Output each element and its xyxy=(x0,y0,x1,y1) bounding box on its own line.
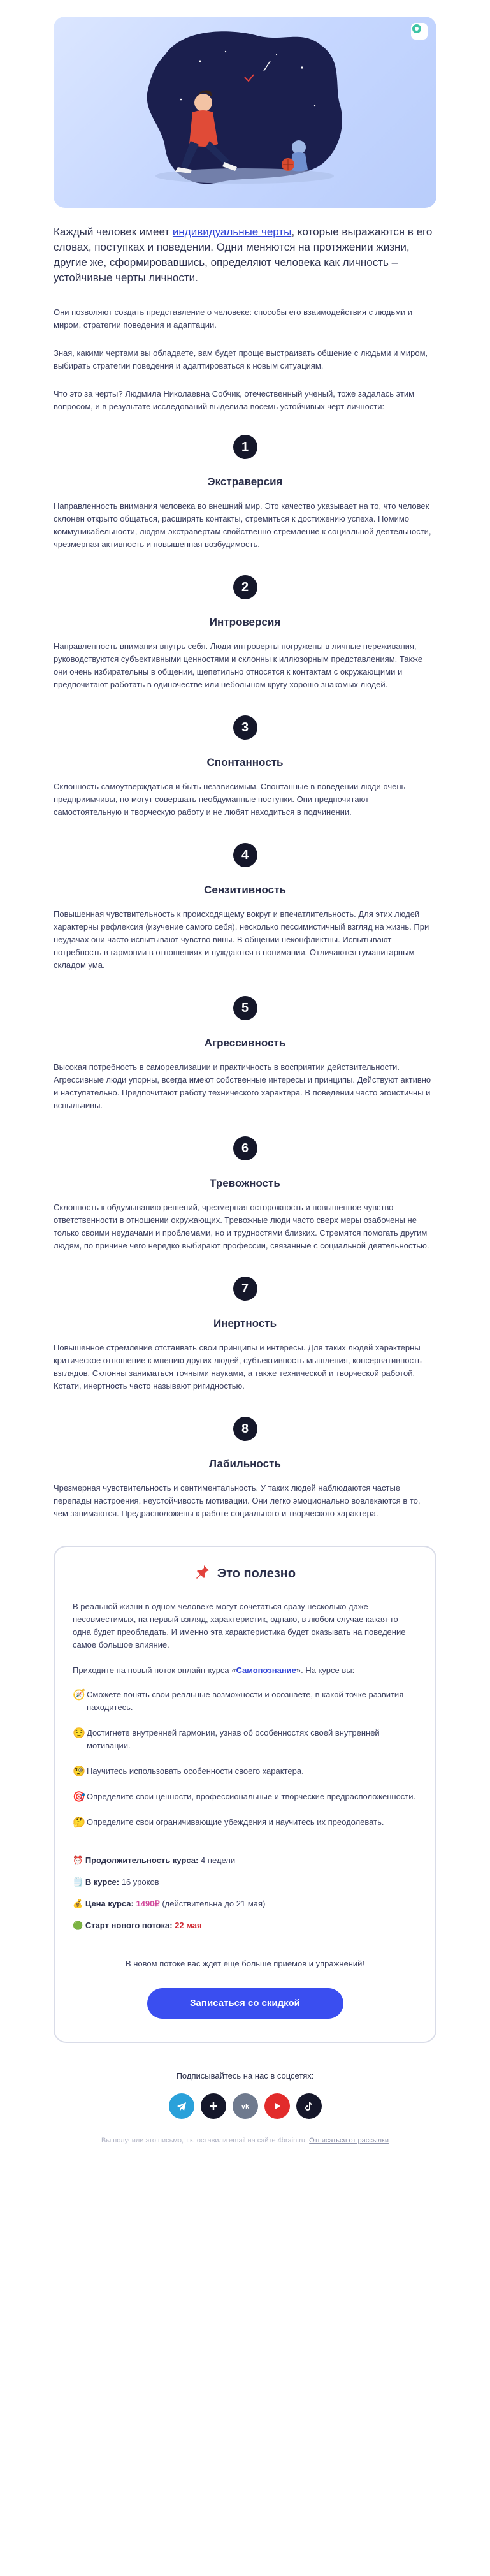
course-text-start: Приходите на новый поток онлайн-курса « xyxy=(73,1665,236,1675)
trait-description: Направленность внимания человека во внешний мир. Это качество указывает на то, что человек склонен открыто общаться, расширять контакты, стремиться к достижению успеха. Помимо коммуникабельности, людям-экстравертам свойственно стремление к социальной деятельности, чрезмерная активность и повышенная возбудимость. xyxy=(54,501,431,549)
green-circle-icon: 🟢 xyxy=(73,1921,83,1930)
lessons-label: В курсе: xyxy=(85,1877,120,1887)
alarm-clock-icon: ⏰ xyxy=(73,1855,83,1865)
benefit-item xyxy=(73,1688,417,1714)
card-closing: В новом потоке вас ждет еще больше приемов и упражнений! xyxy=(125,1959,365,1968)
lead-text-start: Каждый человек имеет xyxy=(54,226,173,238)
unsubscribe-link[interactable]: Отписаться от рассылки xyxy=(309,2137,389,2144)
benefit-text: Научитесь использовать особенности своего характера. xyxy=(87,1766,304,1776)
intro-paragraph-1: Они позволяют создать представление о человеке: способы его взаимодействия с людьми и миром, стратегии поведения и адаптации. xyxy=(54,307,413,330)
individual-traits-link[interactable]: индивидуальные черты xyxy=(172,226,292,238)
trait-title: Экстраверсия xyxy=(207,476,283,488)
trait-description: Повышенная чувствительность к происходящему вокруг и впечатлительность. Для этих людей характерны рефлексия (изучение самого себя), несколько пессимистичный взгляд на жизнь. При неудачах они часто испытывают чувство вины. В общении неконфликтны. Испытывают потребность в гармонии в отношениях и нуждаются в понимании. Отличаются гуманитарным складом ума. xyxy=(54,909,429,970)
social-label: Подписывайтесь на нас в соцсетях: xyxy=(176,2071,314,2081)
benefit-item xyxy=(73,1790,417,1803)
trait-2 xyxy=(54,575,436,691)
start-label: Старт нового потока: xyxy=(85,1921,173,1930)
trait-number-badge: 8 xyxy=(233,1417,257,1441)
price-label: Цена курса: xyxy=(85,1899,134,1908)
card-paragraph-1: В реальной жизни в одном человеке могут сочетаться сразу несколько даже несовместимых, на первый взгляд, характеристик, однако, в любом случае какая-то одна будет преобладать. И именно эта характеристика будет оказывать на поведение самое большое влияние. xyxy=(73,1602,406,1650)
notepad-icon: 🗒️ xyxy=(73,1877,83,1887)
trait-4 xyxy=(54,843,436,972)
course-link[interactable]: Самопознание xyxy=(236,1665,296,1675)
trait-1 xyxy=(54,435,436,551)
price-note: (действительна до 21 мая) xyxy=(162,1899,266,1908)
benefit-item xyxy=(73,1816,417,1829)
vk-icon[interactable] xyxy=(233,2093,258,2119)
youtube-icon[interactable] xyxy=(264,2093,290,2119)
intro-lead xyxy=(54,224,436,286)
trait-number-badge: 6 xyxy=(233,1136,257,1160)
course-start xyxy=(73,1919,417,1932)
pushpin-icon xyxy=(194,1563,211,1584)
trait-number-badge: 1 xyxy=(233,435,257,459)
trait-6 xyxy=(54,1136,436,1252)
trait-7 xyxy=(54,1277,436,1393)
price-value: 1490₽ xyxy=(136,1899,160,1908)
tiktok-icon[interactable] xyxy=(296,2093,322,2119)
trait-title: Интроверсия xyxy=(209,616,281,628)
intro-paragraph-2: Зная, какими чертами вы обладаете, вам будет проще выстраивать общение с людьми и миром, выбирать стратегии поведения и адаптироваться к новым ситуациям. xyxy=(54,348,428,370)
intro-paragraph-3: Что это за черты? Людмила Николаевна Собчик, отечественный ученый, тоже задалась этим вопросом, и в результате исследований выделила восемь устойчивых черт личности: xyxy=(54,389,415,411)
duration-value: 4 недели xyxy=(200,1855,236,1865)
course-text-end: ». На курсе вы: xyxy=(296,1665,355,1675)
signup-discount-button[interactable]: Записаться со скидкой xyxy=(147,1988,343,2019)
hero-illustration xyxy=(54,17,436,208)
trait-title: Тревожность xyxy=(210,1177,280,1189)
card-title-text: Это полезно xyxy=(217,1566,296,1581)
trait-title: Инертность xyxy=(213,1317,277,1329)
telegram-icon[interactable] xyxy=(169,2093,194,2119)
duration-label: Продолжительность курса: xyxy=(85,1855,199,1865)
trait-5 xyxy=(54,996,436,1112)
trait-3 xyxy=(54,715,436,819)
card-paragraph-2 xyxy=(73,1664,417,1677)
benefit-text: Сможете понять свои реальные возможности и осознаете, в какой точке развития находитесь. xyxy=(87,1690,404,1712)
footer xyxy=(54,2137,436,2144)
useful-card xyxy=(54,1546,436,2043)
benefit-text: Определите свои ограничивающие убеждения и научитесь их преодолевать. xyxy=(87,1817,384,1827)
course-lessons xyxy=(73,1876,417,1889)
compass-icon: 🧭 xyxy=(73,1690,85,1701)
target-icon: 🎯 xyxy=(73,1792,85,1803)
benefit-text: Определите свои ценности, профессиональные и творческие предрасположенности. xyxy=(87,1792,416,1801)
thinking-face-icon: 🤔 xyxy=(73,1817,85,1828)
card-title xyxy=(73,1563,417,1584)
lessons-value: 16 уроков xyxy=(121,1877,159,1887)
benefit-item xyxy=(73,1727,417,1752)
svg-text:vk: vk xyxy=(241,2103,249,2111)
trait-number-badge: 7 xyxy=(233,1277,257,1301)
brand-logo-icon xyxy=(411,23,428,40)
trait-8 xyxy=(54,1417,436,1520)
relieved-face-icon: 😌 xyxy=(73,1728,85,1739)
trait-number-badge: 4 xyxy=(233,843,257,867)
footer-text: Вы получили это письмо, т.к. оставили email на сайте 4brain.ru. xyxy=(101,2137,308,2144)
start-value: 22 мая xyxy=(175,1921,202,1930)
trait-number-badge: 5 xyxy=(233,996,257,1020)
trait-number-badge: 2 xyxy=(233,575,257,599)
hero-art xyxy=(54,17,436,208)
plus-icon[interactable] xyxy=(201,2093,226,2119)
course-price xyxy=(73,1898,417,1910)
trait-description: Высокая потребность в самореализации и практичность в восприятии действительности. Агрессивные люди упорны, всегда имеют собственные интересы и принципы. Действуют активно и наступательно. Предпочитают работу технического характера. В поведении часто эгоистичны и вспыльчивы. xyxy=(54,1062,431,1110)
course-duration xyxy=(73,1854,417,1867)
trait-description: Повышенное стремление отстаивать свои принципы и интересы. Для таких людей характерны критическое отношение к мнению других людей, субъективность мышления, консервативность взглядов. Склонны заниматься точными науками, а также технической и творческой работой. Кстати, инертность часто называют ригидностью. xyxy=(54,1343,422,1391)
social-links xyxy=(54,2093,436,2119)
email-container xyxy=(54,17,436,2144)
trait-description: Направленность внимания внутрь себя. Люди-интроверты погружены в личные переживания, руководствуются субъективными ценностями и склонны к иллюзорным представлениям. Также они очень избирательны в общении, щепетильно относятся к контактам с окружающими и предпочитают работать в одиночестве или небольшом кругу хорошо знакомых людей. xyxy=(54,641,423,689)
trait-number-badge: 3 xyxy=(233,715,257,740)
monocle-face-icon: 🧐 xyxy=(73,1766,85,1777)
trait-description: Склонность самоутверждаться и быть независимым. Спонтанные в поведении люди очень предприимчивы, но могут совершать необдуманные поступки. Они предпочитают самостоятельную и творческую работу и не любят находиться в подчинении. xyxy=(54,782,406,817)
benefit-item xyxy=(73,1765,417,1778)
trait-title: Агрессивность xyxy=(204,1037,286,1049)
trait-description: Чрезмерная чувствительность и сентиментальность. У таких людей наблюдаются частые перепады настроения, неустойчивость мотивации. Они легко эмоционально вовлекаются в то, чем занимаются. Предрасположены к работе социального и творческого характера. xyxy=(54,1483,421,1518)
trait-title: Сензитивность xyxy=(204,884,286,896)
trait-description: Склонность к обдумыванию решений, чрезмерная осторожность и повышенное чувство ответственности в отношении окружающих. Тревожные люди часто сверх меры озабочены не только своими неудачами и проблемами, но и трудностями близких. Стремятся помогать другим людям, по причине чего нередко выбирают профессии, связанные с социальной деятельностью. xyxy=(54,1203,429,1250)
trait-title: Лабильность xyxy=(209,1458,281,1470)
lead-text-end: , которые выражаются в его словах, поступках и поведении. Одни меняются на протяжении жизни, другие же, сформировавшись, определяют человека как личность – устойчивые черты личности. xyxy=(54,226,433,284)
trait-title: Спонтанность xyxy=(206,756,284,768)
benefit-text: Достигнете внутренней гармонии, узнав об особенностях своей внутренней мотивации. xyxy=(87,1728,380,1750)
money-bag-icon: 💰 xyxy=(73,1899,83,1908)
